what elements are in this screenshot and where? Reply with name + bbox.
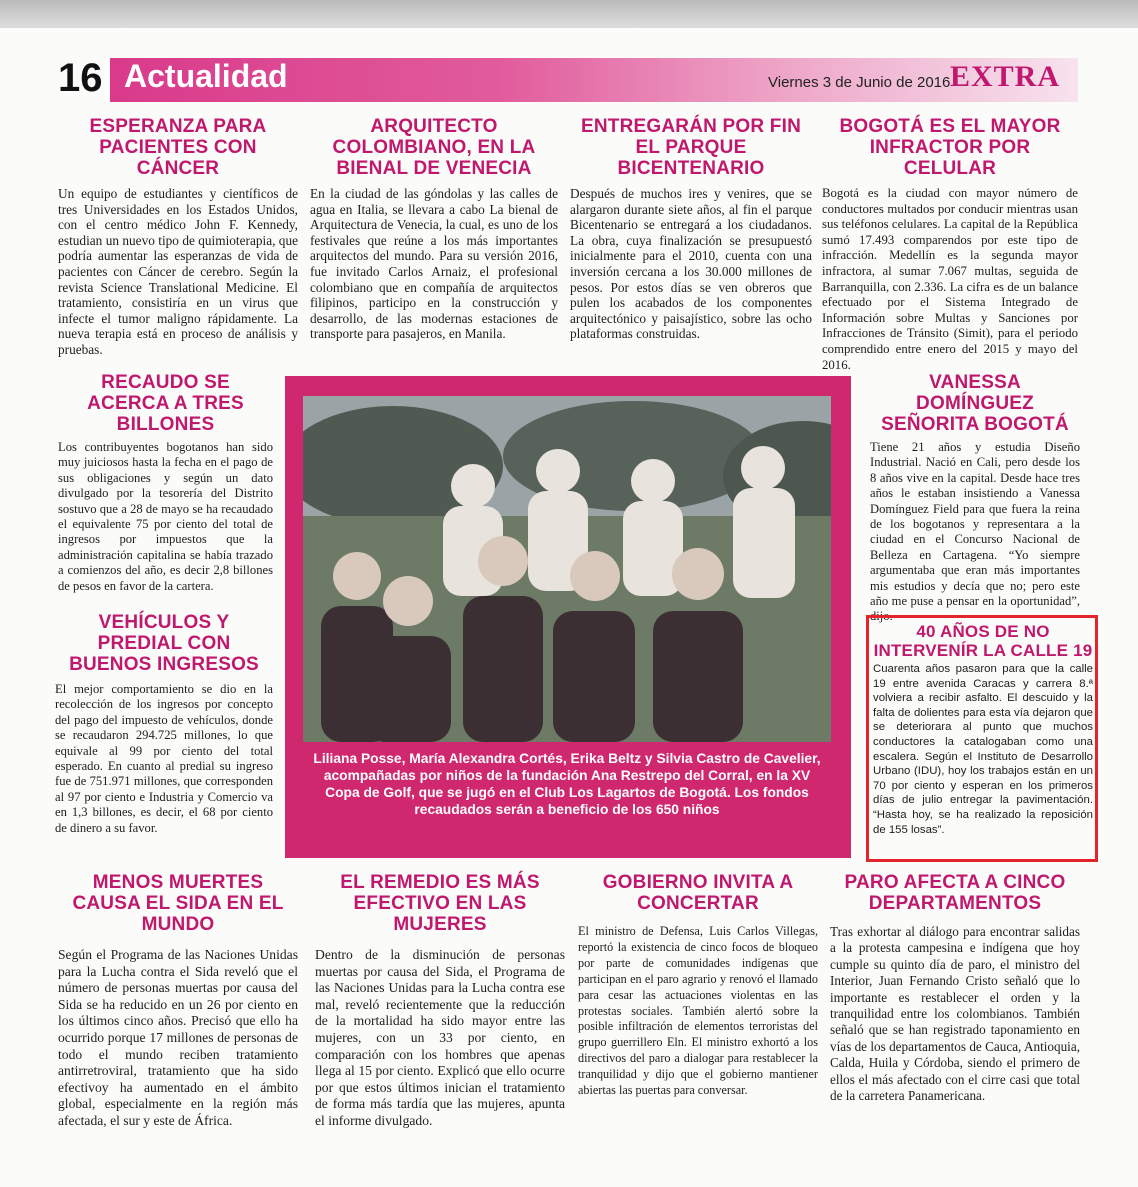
article-title: GOBIERNO INVITA A CONCERTAR (602, 872, 794, 914)
article-body: En la ciudad de las góndolas y las calles de agua en Italia, se llevara a cabo La bienal de Arquitectura de Venecia, la cual, es uno de los festivales que reúne a los más importantes arquitectos del mundo. Para su versión 2016, fue invitado Carlos Arnaiz, el profesional colombiano que en compañía de arquitectos filipinos, participo en la construcción y desarrollo, de las modernas estaciones de transporte para pasajeros, en Manila. (310, 186, 558, 342)
article-body: Bogotá es la ciudad con mayor número de conductores multados por conducir mientras usan sus teléfonos celulares. La capital de la República sumó 17.493 comparendos por este tipo de infracción. Medellín es la segunda mayor infractora, al sumar 7.067 multas, seguida de Barranquilla, con 2.336. La cifra es de un balance efectuado por el Sistema Integrado de Información sobre Multas y Sanciones por Infracciones de Tránsito (Simit), para el periodo comprendido entre enero del 2015 y mayo del 2016. (822, 186, 1078, 372)
article-title: EL REMEDIO ES MÁS EFECTIVO EN LAS MUJERES (340, 872, 540, 935)
group-photo (303, 396, 831, 742)
article-body: Los contribuyentes bogotanos han sido muy juiciosos hasta la fecha en el pago de sus obligaciones y según un dato divulgado por la tesorería del Distrito sostuvo que a 28 de mayo se ha recaudado el equivalente 75 por ciento del total de ingresos por impuestos que la administración capitalina se había trazado a comienzos del año, es decir 2,8 billones de pesos en favor de la cartera. (58, 440, 273, 593)
issue-date: Viernes 3 de Junio de 2016 (768, 74, 951, 91)
article-arquitecto (310, 116, 558, 342)
section-title: Actualidad (124, 58, 288, 94)
newspaper-logo: EXTRA (950, 60, 1061, 93)
article-calle19 (873, 622, 1093, 837)
article-vanessa (870, 372, 1080, 625)
article-title: MENOS MUERTES CAUSA EL SIDA EN EL MUNDO (72, 872, 284, 935)
article-title: PARO AFECTA A CINCO DEPARTAMENTOS (844, 872, 1066, 914)
article-body: El ministro de Defensa, Luis Carlos Villegas, reportó la existencia de cinco focos de bloqueo por parte de comunidades indígenas que participan en el paro agrario y renovó el llamado para cesar las actuaciones violentas en las protestas sociales. También alertó sobre la posible infiltración de elementos terroristas del grupo guerrillero Eln. El ministro exhortó a los directivos del paro a dialogar para restablecer la tranquilidad y dijo que el gobierno mantiener abiertas las puertas para conversar. (578, 924, 818, 1098)
article-body: Tras exhortar al diálogo para encontrar salidas a la protesta campesina e indígena que hoy cumple su quinto día de paro, el ministro del Interior, Juan Fernando Cristo señaló que lo importante es restablecer el orden y la tranquilidad entre los colombianos. También señaló que se han registrado taponamiento en vías de los departamentos de Cauca, Antioquia, Calda, Huila y Córdoba, siendo el primero de ellos el más afectado con el cirre casi que total de la carretera Panamericana. (830, 924, 1080, 1104)
article-body: Según el Programa de las Naciones Unidas para la Lucha contra el Sida reveló que el número de personas muertas por causa del Sida se ha reducido en un 26 por ciento en los últimos cinco años. Precisó que ello ha ocurrido porque 17 millones de personas de todo el mundo reciben tratamiento antirretroviral, tratamiento que ha sido efectivoy ha aumentado en el ámbito global, especialmente en la región más afectada, el sur y este de África. (58, 947, 298, 1128)
article-bogota (822, 116, 1078, 373)
article-title: VANESSA DOMÍNGUEZ SEÑORITA BOGOTÁ (881, 372, 1069, 435)
article-title: ARQUITECTO COLOMBIANO, EN LA BIENAL DE VENECIA (332, 116, 536, 179)
photo-caption: Liliana Posse, María Alexandra Cortés, Erika Beltz y Silvia Castro de Cavelier, acompañadas por niños de la fundación Ana Restrepo del Corral, en la XV Copa de Golf, que se jugó en el Club Los Lagartos de Bogotá. Los fondos recaudados serán a beneficio de los 650 niños (313, 751, 821, 817)
article-body: Tiene 21 años y estudia Diseño Industrial. Nació en Cali, pero desde los 8 años vive en la capital. Desde hace tres años le estaban insistiendo a Vanessa Domínguez Field para que fuera la reina de los bogotanos y representara a la ciudad en el Concurso Nacional de Belleza en Cartagena. “Yo siempre argumentaba que eran más importantes mis estudios y decía que no; pero este año me puse a pensar en la oportunidad”, dijo. (870, 440, 1080, 624)
article-title: ENTREGARÁN POR FIN EL PARQUE BICENTENARIO (581, 116, 801, 179)
article-remedio (315, 872, 565, 1130)
article-title: ESPERANZA PARA PACIENTES CON CÁNCER (89, 116, 267, 179)
article-gobierno (578, 872, 818, 1099)
article-paro (830, 872, 1080, 1104)
article-vehiculos (55, 612, 273, 836)
page-number: 16 (58, 56, 103, 100)
article-title: RECAUDO SE ACERCA A TRES BILLONES (87, 372, 244, 435)
article-body: Cuarenta años pasaron para que la calle 19 entre avenida Caracas y carrera 8.ª volviera a recibir asfalto. El descuido y la falta de dolientes para esta vía dejaron que se deteriorara al punto que muchos conductores la catalogaban como una escalera. Según el Instituto de Desarrollo Urbano (IDU), hoy los trabajos están en un 70 por ciento y esperan en los primeros días de julio entregar la pavimentación. “Hasta hoy, se ha realizado la reposición de 155 losas”. (873, 663, 1093, 836)
article-body: El mejor comportamiento se dio en la recolección de los ingresos por concepto del pago del impuesto de vehículos, donde se recaudaron 294.725 millones, lo que equivale al 99 por ciento del total esperado. En cuanto al predial su ingreso fue de 751.971 millones, que corresponden al 97 por ciento e Industria y Comercio va en 1,3 billones, es decir, el 68 por ciento de dinero a su favor. (55, 682, 273, 835)
article-body: Después de muchos ires y venires, que se alargaron durante siete años, al fin el parque Bicentenario se entregará a los ciudadanos. La obra, cuya finalización se presupuestó inicialmente para el 2010, cuenta con una inversión cercana a los 30.000 millones de pesos. Por estos días se ven obreros que pulen los acabados de los componentes arquitectónico y paisajístico, sobre las ocho plataformas construidas. (570, 186, 812, 342)
group-photo-illustration (303, 396, 831, 742)
article-title: VEHÍCULOS Y PREDIAL CON BUENOS INGRESOS (69, 612, 259, 675)
scan-top-edge (0, 0, 1138, 28)
article-recaudo (58, 372, 273, 594)
article-parque (570, 116, 812, 342)
article-title: BOGOTÁ ES EL MAYOR INFRACTOR POR CELULAR (839, 116, 1061, 179)
article-sida (58, 872, 298, 1130)
article-body: Dentro de la disminución de personas muertas por causa del Sida, el Programa de las Naciones Unidas para la Lucha contra ese mal, reveló recientemente que la reducción de la mortalidad ha sido mayor entre las mujeres, con un 33 por ciento, en comparación con los hombres que apenas llega al 15 por ciento. Explicó que ello ocurre por que estos últimos inician el tratamiento de forma más tardía que las mujeres, apunta el informe divulgado. (315, 947, 565, 1128)
article-body: Un equipo de estudiantes y científicos de tres Universidades en los Estados Unidos, con el centro médico John F. Kennedy, estudian un nuevo tipo de quimioterapia, que podría aumentar las esperanzas de vida de pacientes con Cáncer de cerebro. Según la revista Science Translational Medicine. El tratamiento, consistiría en un virus que infecte el tumor maligno rápidamente. La nueva terapia está en proceso de análisis y pruebas. (58, 186, 298, 357)
article-esperanza (58, 116, 298, 358)
article-title: 40 AÑOS DE NO INTERVENÍR LA CALLE 19 (873, 622, 1093, 660)
